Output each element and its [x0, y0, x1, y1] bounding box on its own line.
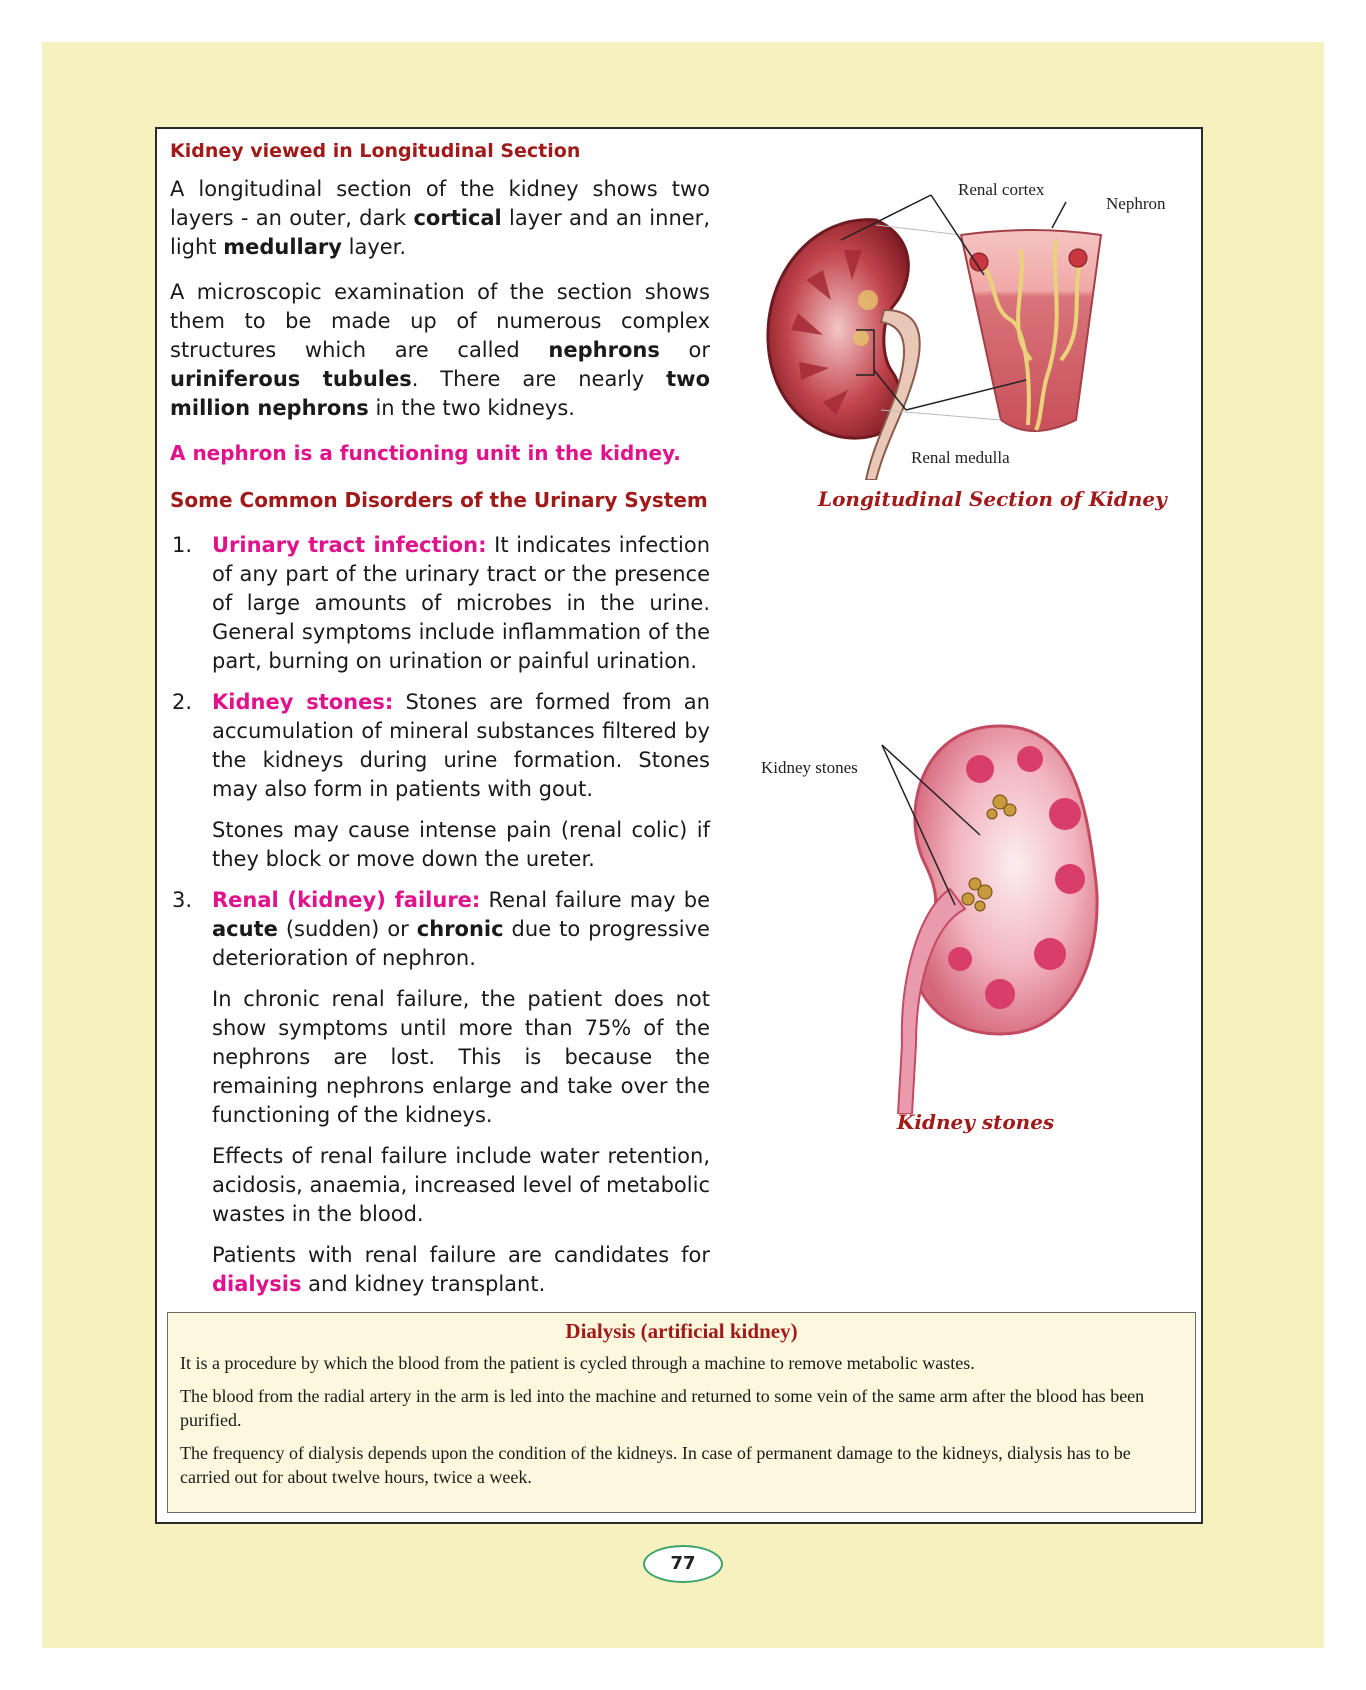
disorder-title: Urinary tract infection:: [212, 533, 487, 557]
dialysis-info-box: [167, 1312, 1196, 1513]
label-renal-medulla: Renal medulla: [911, 448, 1010, 467]
label-nephron: Nephron: [1106, 194, 1166, 213]
disorder-title: Renal (kidney) failure:: [212, 888, 481, 912]
dialysis-paragraph: The blood from the radial artery in the arm is led into the machine and returned to some vein of the same arm after the blood has been purified.: [180, 1386, 1145, 1430]
figure1-caption: Longitudinal Section of Kidney: [818, 487, 1167, 511]
list-item: 3. Renal (kidney) failure: Renal failure may be acute (sudden) or chronic due to progressive deterioration of nephron. In chronic renal failure, the patient does not show symptoms until more than 75% of the nephrons are lost. This is because the remaining nephrons enlarge and take over the functioning of the kidneys. Effects of renal failure include water retention, acidosis, anaemia, increased level of metabolic wastes in the blood. Patients with renal failure are candidates for dialysis and kidney transplant.: [172, 888, 710, 1296]
list-item: 1. Urinary tract infection: It indicates infection of any part of the urinary tract or the presence of large amounts of microbes in the urine. General symptoms include inflammation of the part, burning on urination or painful urination.: [172, 533, 711, 673]
dialysis-term: dialysis: [212, 1272, 302, 1296]
label-kidney-stones: Kidney stones: [761, 758, 858, 777]
label-renal-cortex: Renal cortex: [958, 180, 1045, 199]
main-text-column: [170, 137, 710, 1311]
nephron-highlight: A nephron is a functioning unit in the kidney.: [170, 441, 681, 465]
page-number: 77: [643, 1545, 723, 1583]
kidney-stones-pointer: [860, 740, 1060, 920]
list-item: 2. Kidney stones: Stones are formed from an accumulation of mineral substances filtered by the kidneys during urine formation. Stones may also form in patients with gout. Stones may cause intense pain (renal colic) if they block or move down the ureter.: [172, 690, 710, 871]
dialysis-paragraph: It is a procedure by which the blood from the patient is cycled through a machine to remove metabolic wastes.: [180, 1353, 975, 1373]
disorder-title: Kidney stones:: [212, 690, 394, 714]
figure2-caption: Kidney stones: [897, 1110, 1055, 1134]
dialysis-title: Dialysis (artificial kidney): [565, 1319, 798, 1343]
kidney-section-illustration: [756, 180, 1196, 480]
disorders-heading: Some Common Disorders of the Urinary System: [170, 488, 708, 512]
paragraph-layers: A longitudinal section of the kidney shows two layers - an outer, dark cortical layer and an inner, light medullary layer.: [170, 177, 710, 259]
section-title: Kidney viewed in Longitudinal Section: [170, 140, 581, 162]
paragraph-nephrons: A microscopic examination of the section shows them to be made up of numerous complex structures which are called nephrons or uriniferous tubules. There are nearly two million nephrons in the two kidneys.: [170, 280, 710, 420]
dialysis-paragraph: The frequency of dialysis depends upon the condition of the kidneys. In case of permanent damage to the kidneys, dialysis has to be carried out for about twelve hours, twice a week.: [180, 1443, 1131, 1487]
disorders-list: [170, 531, 710, 1299]
